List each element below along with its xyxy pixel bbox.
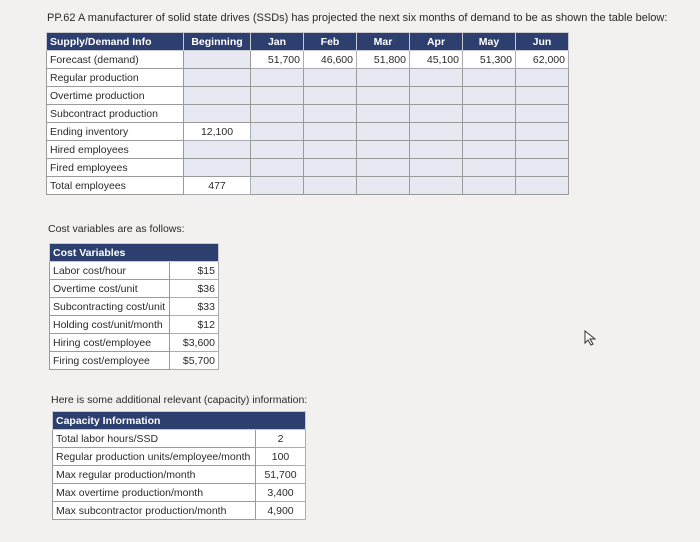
problem-title: PP.62 A manufacturer of solid state drives (SSDs) has projected the next six months of demand to be as shown the table below: (47, 12, 668, 24)
month-cell: 46,600 (304, 51, 357, 69)
month-cell[interactable] (410, 177, 463, 195)
row-label: Ending inventory (47, 123, 184, 141)
table-row (50, 280, 219, 298)
header-jan: Jan (251, 33, 304, 51)
header-jun: Jun (516, 33, 569, 51)
beginning-cell[interactable] (184, 159, 251, 177)
month-cell[interactable] (251, 141, 304, 159)
table-row (53, 430, 306, 448)
capacity-label: Regular production units/employee/month (53, 448, 256, 466)
month-cell[interactable] (516, 87, 569, 105)
capacity-header: Capacity Information (53, 412, 306, 430)
capacity-value: 100 (256, 448, 306, 466)
month-cell: 51,800 (357, 51, 410, 69)
month-cell[interactable] (410, 159, 463, 177)
header-may: May (463, 33, 516, 51)
table-row (47, 123, 569, 141)
month-cell[interactable] (410, 105, 463, 123)
month-cell[interactable] (304, 141, 357, 159)
month-cell[interactable] (463, 87, 516, 105)
cost-value: $5,700 (170, 352, 219, 370)
capacity-label: Max regular production/month (53, 466, 256, 484)
beginning-cell: 12,100 (184, 123, 251, 141)
month-cell[interactable] (516, 177, 569, 195)
cost-value: $3,600 (170, 334, 219, 352)
month-cell: 51,700 (251, 51, 304, 69)
table-row (50, 352, 219, 370)
month-cell[interactable] (410, 123, 463, 141)
table-row (50, 262, 219, 280)
capacity-header-row (53, 412, 306, 430)
month-cell: 62,000 (516, 51, 569, 69)
capacity-value: 2 (256, 430, 306, 448)
month-cell[interactable] (357, 105, 410, 123)
month-cell[interactable] (463, 123, 516, 141)
supply-demand-table (46, 32, 569, 195)
month-cell[interactable] (357, 69, 410, 87)
row-label: Total employees (47, 177, 184, 195)
month-cell[interactable] (251, 123, 304, 141)
month-cell[interactable] (463, 69, 516, 87)
table-row (47, 51, 569, 69)
month-cell[interactable] (357, 177, 410, 195)
beginning-cell[interactable] (184, 51, 251, 69)
month-cell[interactable] (516, 141, 569, 159)
month-cell[interactable] (516, 69, 569, 87)
month-cell[interactable] (304, 159, 357, 177)
header-feb: Feb (304, 33, 357, 51)
beginning-cell[interactable] (184, 105, 251, 123)
supply-demand-header-row (47, 33, 569, 51)
cost-value: $15 (170, 262, 219, 280)
month-cell[interactable] (357, 123, 410, 141)
cost-caption: Cost variables are as follows: (48, 223, 185, 235)
table-row (53, 466, 306, 484)
month-cell[interactable] (410, 69, 463, 87)
table-row (47, 141, 569, 159)
cost-variables-header: Cost Variables (50, 244, 219, 262)
row-label: Overtime production (47, 87, 184, 105)
table-row (53, 484, 306, 502)
capacity-label: Max overtime production/month (53, 484, 256, 502)
capacity-caption: Here is some additional relevant (capacity) information: (51, 394, 308, 406)
cost-label: Subcontracting cost/unit (50, 298, 170, 316)
month-cell[interactable] (304, 69, 357, 87)
month-cell[interactable] (304, 87, 357, 105)
header-mar: Mar (357, 33, 410, 51)
header-supply-demand-info: Supply/Demand Info (47, 33, 184, 51)
cost-variables-header-row (50, 244, 219, 262)
table-row (53, 502, 306, 520)
month-cell[interactable] (463, 105, 516, 123)
row-label: Fired employees (47, 159, 184, 177)
month-cell[interactable] (251, 105, 304, 123)
table-row (50, 316, 219, 334)
cost-variables-table (49, 243, 219, 370)
table-row (47, 87, 569, 105)
cost-label: Firing cost/employee (50, 352, 170, 370)
mouse-pointer-icon (583, 330, 597, 346)
month-cell[interactable] (516, 123, 569, 141)
month-cell[interactable] (357, 87, 410, 105)
table-row (47, 69, 569, 87)
month-cell[interactable] (304, 177, 357, 195)
month-cell[interactable] (357, 159, 410, 177)
cost-label: Labor cost/hour (50, 262, 170, 280)
header-beginning: Beginning (184, 33, 251, 51)
cost-value: $33 (170, 298, 219, 316)
month-cell[interactable] (463, 159, 516, 177)
cost-label: Hiring cost/employee (50, 334, 170, 352)
table-row (47, 105, 569, 123)
table-row (50, 334, 219, 352)
table-row (47, 159, 569, 177)
cost-value: $36 (170, 280, 219, 298)
month-cell[interactable] (304, 105, 357, 123)
month-cell[interactable] (251, 159, 304, 177)
month-cell[interactable] (251, 177, 304, 195)
capacity-label: Total labor hours/SSD (53, 430, 256, 448)
month-cell[interactable] (304, 123, 357, 141)
capacity-value: 3,400 (256, 484, 306, 502)
month-cell[interactable] (410, 87, 463, 105)
row-label: Forecast (demand) (47, 51, 184, 69)
beginning-cell: 477 (184, 177, 251, 195)
capacity-value: 51,700 (256, 466, 306, 484)
month-cell[interactable] (357, 141, 410, 159)
header-apr: Apr (410, 33, 463, 51)
month-cell[interactable] (463, 141, 516, 159)
row-label: Subcontract production (47, 105, 184, 123)
capacity-information-table (52, 411, 306, 520)
table-row (50, 298, 219, 316)
month-cell[interactable] (410, 141, 463, 159)
month-cell[interactable] (516, 105, 569, 123)
month-cell[interactable] (463, 177, 516, 195)
beginning-cell[interactable] (184, 69, 251, 87)
month-cell[interactable] (516, 159, 569, 177)
capacity-value: 4,900 (256, 502, 306, 520)
beginning-cell[interactable] (184, 141, 251, 159)
beginning-cell[interactable] (184, 87, 251, 105)
row-label: Regular production (47, 69, 184, 87)
table-row (47, 177, 569, 195)
cost-value: $12 (170, 316, 219, 334)
row-label: Hired employees (47, 141, 184, 159)
cost-label: Holding cost/unit/month (50, 316, 170, 334)
month-cell: 45,100 (410, 51, 463, 69)
cost-label: Overtime cost/unit (50, 280, 170, 298)
month-cell: 51,300 (463, 51, 516, 69)
table-row (53, 448, 306, 466)
month-cell[interactable] (251, 87, 304, 105)
month-cell[interactable] (251, 69, 304, 87)
capacity-label: Max subcontractor production/month (53, 502, 256, 520)
